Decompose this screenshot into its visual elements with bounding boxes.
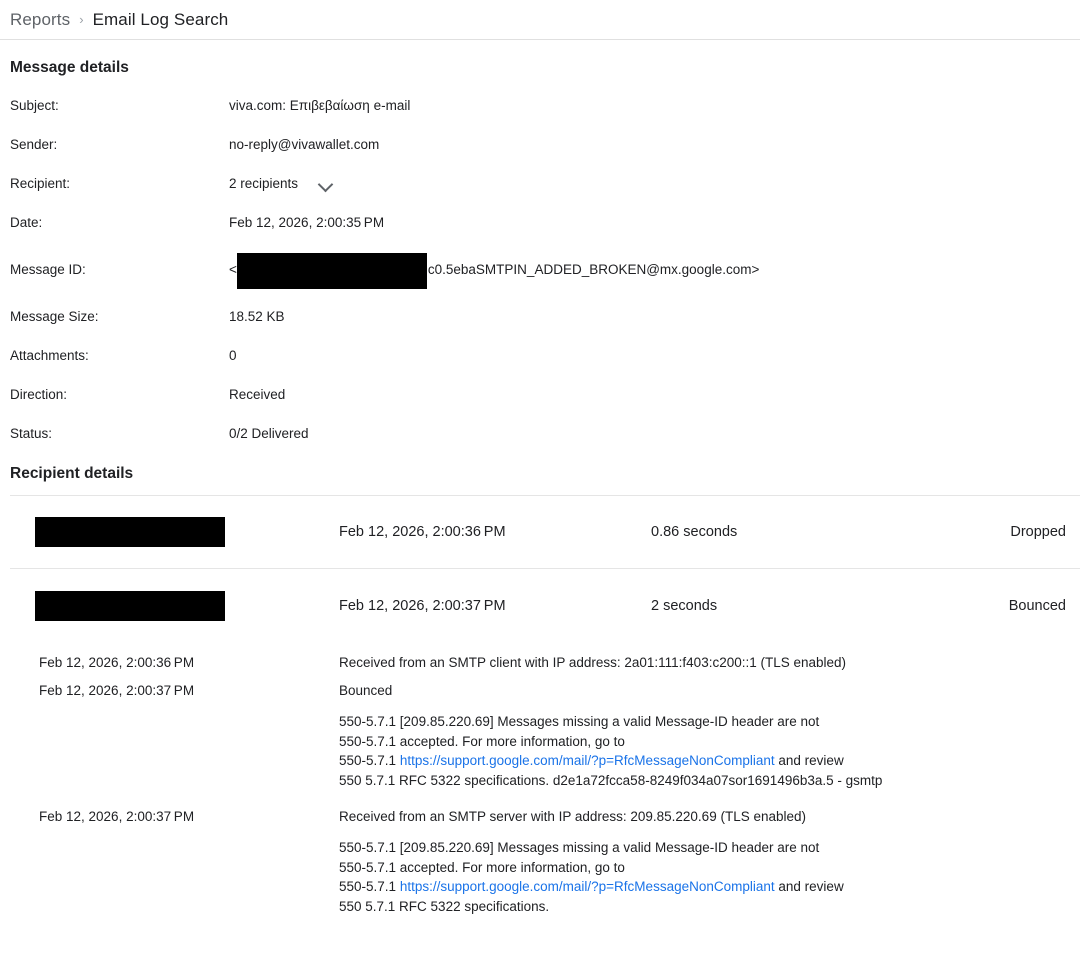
recipient-address xyxy=(10,517,339,547)
redaction-block-recipient-address xyxy=(35,591,225,621)
smtp-response-block xyxy=(339,838,1068,916)
detail-value-attachments: 0 xyxy=(229,348,237,363)
detail-value-message-size: 18.52 KB xyxy=(229,309,285,324)
smtp-line-3-suffix: and review xyxy=(778,753,844,768)
detail-value-sender: no-reply@vivawallet.com xyxy=(229,137,380,152)
message-details-table xyxy=(0,87,1080,454)
detail-value-recipient: 2 recipients xyxy=(229,176,299,191)
recipient-status-badge: Dropped xyxy=(1010,524,1066,540)
detail-row-attachments xyxy=(0,337,1080,376)
redaction-block-recipient-address xyxy=(35,517,225,547)
recipient-row[interactable] xyxy=(10,569,1080,642)
redaction-block-message-id xyxy=(237,253,427,289)
recipient-timestamp: Feb 12, 2026, 2:00:37 PM xyxy=(339,597,506,614)
recipient-event-list xyxy=(10,642,1080,919)
smtp-line-2: 550-5.7.1 accepted. For more information, go to xyxy=(339,859,625,875)
recipient-details-list xyxy=(10,495,1080,919)
detail-label-status: Status: xyxy=(10,426,53,441)
breadcrumb-parent-link[interactable]: Reports xyxy=(10,9,71,29)
smtp-response-block xyxy=(339,712,1068,790)
event-timestamp: Feb 12, 2026, 2:00:36 PM xyxy=(39,655,195,670)
breadcrumb xyxy=(0,0,1080,40)
smtp-line-2: 550-5.7.1 accepted. For more information, go to xyxy=(339,733,625,749)
breadcrumb-current: Email Log Search xyxy=(92,9,229,29)
recipient-duration: 0.86 seconds xyxy=(651,524,738,540)
event-detail-group xyxy=(339,807,1080,916)
recipient-details-title: Recipient details xyxy=(10,465,134,482)
message-details-title: Message details xyxy=(10,59,129,76)
smtp-help-link[interactable]: https://support.google.com/mail/?p=RfcMessageNonCompliant xyxy=(399,753,775,768)
event-detail: Bounced xyxy=(339,683,393,698)
detail-label-attachments: Attachments: xyxy=(10,348,89,363)
detail-row-date xyxy=(0,204,1080,243)
smtp-line-3 xyxy=(339,877,1068,897)
smtp-line-4: 550 5.7.1 RFC 5322 specifications. d2e1a72fcca58-8249f034a07sor1691496b3a.5 - gsmtp xyxy=(339,772,883,788)
detail-row-message-size xyxy=(0,298,1080,337)
detail-row-status xyxy=(0,415,1080,454)
event-detail: Received from an SMTP client with IP address: 2a01:111:f403:c200::1 (TLS enabled) xyxy=(339,655,847,670)
detail-label-sender: Sender: xyxy=(10,137,58,152)
detail-value-message-id xyxy=(229,262,759,277)
event-timestamp: Feb 12, 2026, 2:00:37 PM xyxy=(39,809,195,824)
smtp-line-1: 550-5.7.1 [209.85.220.69] Messages missing a valid Message-ID header are not xyxy=(339,714,820,729)
recipients-expand-toggle[interactable] xyxy=(229,175,333,193)
detail-row-direction xyxy=(0,376,1080,415)
chevron-down-icon[interactable] xyxy=(320,178,333,191)
detail-value-status: 0/2 Delivered xyxy=(229,426,309,441)
event-detail: Received from an SMTP server with IP address: 209.85.220.69 (TLS enabled) xyxy=(339,809,806,824)
event-item xyxy=(10,647,1080,675)
smtp-line-3-prefix: 550-5.7.1 xyxy=(339,879,397,894)
detail-label-recipient: Recipient: xyxy=(10,176,71,191)
smtp-line-1: 550-5.7.1 [209.85.220.69] Messages missing a valid Message-ID header are not xyxy=(339,840,820,855)
breadcrumb-separator-icon: › xyxy=(79,12,84,27)
detail-row-subject xyxy=(0,87,1080,126)
detail-value-direction: Received xyxy=(229,387,286,402)
message-id-suffix: c0.5ebaSMTPIN_ADDED_BROKEN@mx.google.com> xyxy=(427,261,760,277)
smtp-line-4: 550 5.7.1 RFC 5322 specifications. xyxy=(339,898,550,914)
smtp-line-3-suffix: and review xyxy=(778,879,844,894)
detail-value-subject: viva.com: Επιβεβαίωση e-mail xyxy=(229,98,411,113)
smtp-help-link[interactable]: https://support.google.com/mail/?p=RfcMessageNonCompliant xyxy=(399,879,775,894)
event-detail-group xyxy=(339,681,1080,790)
event-item xyxy=(10,675,1080,793)
recipient-address xyxy=(10,591,339,621)
recipient-status-badge: Bounced xyxy=(1008,597,1066,614)
detail-label-date: Date: xyxy=(10,215,43,230)
detail-row-sender xyxy=(0,126,1080,165)
detail-row-recipient xyxy=(0,165,1080,204)
detail-label-message-id: Message ID: xyxy=(10,262,86,277)
smtp-line-3-prefix: 550-5.7.1 xyxy=(339,753,397,768)
detail-value-date: Feb 12, 2026, 2:00:35 PM xyxy=(229,215,385,230)
detail-row-message-id xyxy=(0,243,1080,298)
detail-label-direction: Direction: xyxy=(10,387,68,402)
detail-label-subject: Subject: xyxy=(10,98,59,113)
event-item xyxy=(10,793,1080,919)
smtp-line-3 xyxy=(339,751,1068,771)
recipient-timestamp: Feb 12, 2026, 2:00:36 PM xyxy=(339,524,506,540)
message-id-prefix: < xyxy=(229,261,237,277)
detail-label-message-size: Message Size: xyxy=(10,309,99,324)
recipient-row[interactable] xyxy=(10,496,1080,569)
recipient-duration: 2 seconds xyxy=(651,597,718,614)
event-timestamp: Feb 12, 2026, 2:00:37 PM xyxy=(39,683,195,698)
